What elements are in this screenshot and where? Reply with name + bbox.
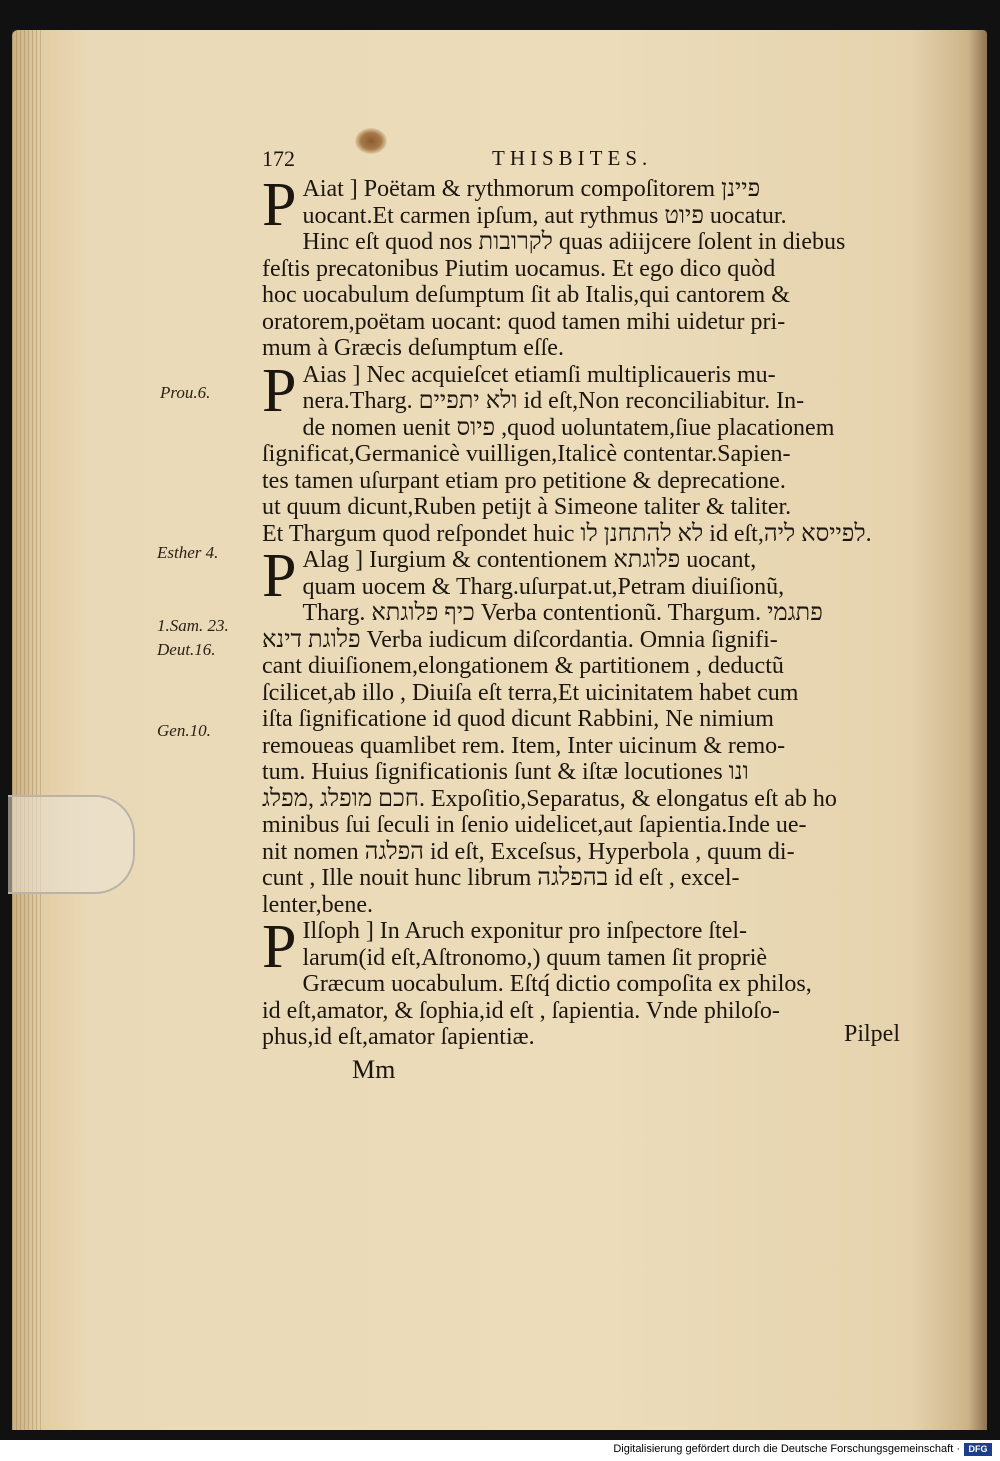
text-line: tum. Huius ſignificationis ſunt & iſtæ locutiones ונו	[262, 759, 749, 785]
text-line: Tharg. כיף פלוגתא Verba contentionũ. Thargum. פתגמי	[302, 600, 823, 626]
margin-note: Prou.6.	[160, 383, 211, 402]
signature-mark: Mm	[352, 1054, 396, 1084]
text-line: Aiat ] Poëtam & rythmorum compoſitorem פיינן	[302, 176, 761, 202]
text-line: פלוגת דינא Verba iudicum diſcordantia. Omnia ſignifi-	[262, 626, 778, 653]
text-line: lenter,bene.	[262, 891, 373, 918]
text-line: minibus ſui ſeculi in ſenio uidelicet,aut ſapientia.Inde ue-	[262, 812, 807, 838]
running-title: THISBITES.	[492, 146, 653, 170]
text-line: Ilſoph ] In Aruch exponitur pro inſpectore ſtel-	[302, 918, 748, 944]
text-line: id eſt,amator, & ſophia,id eſt , ſapientia. Vnde philoſo-	[262, 997, 780, 1024]
text-line: remoueas quamlibet rem. Item, Inter uicinum & remo-	[262, 732, 786, 759]
margin-note: Gen.10.	[157, 721, 211, 740]
text-line: phus,id eſt,amator ſapientiæ.	[262, 1024, 535, 1050]
body-text	[262, 171, 922, 1091]
drop-cap: P	[262, 542, 297, 610]
text-line: de nomen uenit פיוס ,quod uoluntatem,ſiue placationem	[302, 414, 835, 441]
footer-credit: Digitalisierung gefördert durch die Deutsche Forschungsgemeinschaft ·	[613, 1443, 960, 1455]
page-number: 172	[262, 146, 295, 171]
drop-cap: P	[262, 171, 297, 239]
entry-pilesoph	[262, 913, 922, 1051]
text-line: feſtis precatonibus Piutim uocamus. Et ego dico quòd	[262, 255, 776, 282]
margin-note: Esther 4.	[157, 543, 219, 562]
text-line: Et Thargum quod reſpondet huic לא להתחנן לו id eſt,לפייסא ליה.	[262, 520, 872, 547]
text-line: Alag ] Iurgium & contentionem פלוגתא uocant,	[302, 547, 757, 573]
text-line: חכם מופלג ,מפלג. Expoſitio,Separatus, & elongatus eſt ab ho	[262, 785, 837, 812]
text-line: ſignificat,Germanicè vuilligen,Italicè contentar.Sapien-	[262, 441, 791, 467]
page-header	[262, 146, 902, 176]
text-line: Hinc eſt quod nos לקרובות quas adiĳcere ſolent in diebus	[302, 229, 846, 255]
margin-note: Deut.16.	[157, 640, 216, 659]
text-line: nera.Tharg. ולא יתפיים id eſt,Non reconciliabitur. In-	[302, 388, 805, 414]
catchword: Pilpel	[843, 1020, 900, 1047]
text-line: ſcilicet,ab illo , Diuiſa eſt terra,Et uicinitatem habet cum	[262, 679, 799, 706]
text-line: uocant.Et carmen ipſum, aut rythmus פיוט uocatur.	[302, 202, 787, 229]
text-line: Aias ] Nec acquieſcet etiamſi multiplicaueris mu-	[302, 361, 776, 388]
drop-cap: P	[262, 913, 297, 981]
entry-paiat	[262, 171, 922, 362]
page-clip	[8, 795, 135, 894]
page-edges	[12, 30, 42, 1430]
text-line: ut quum dicunt,Ruben petĳt à Simeone taliter & taliter.	[262, 494, 792, 520]
text-line: Græcum uocabulum. Eſtq́ dictio compoſita ex philos,	[302, 971, 812, 997]
dfg-logo: DFG	[964, 1443, 992, 1456]
text-line: mum à Græcis deſumptum eſſe.	[262, 335, 564, 361]
text-line: oratorem,poëtam uocant: quod tamen mihi uidetur pri-	[262, 308, 786, 335]
footer-bar	[0, 1440, 1000, 1461]
drop-cap: P	[262, 356, 297, 425]
text-line: larum(id eſt,Aſtronomo,) quum tamen ſit propriè	[302, 944, 768, 971]
entry-paias	[262, 356, 922, 548]
text-line: cunt , Ille nouit hunc librum בהפלגה id eſt , excel-	[262, 865, 740, 891]
text-line: cant diuiſionem,elongationem & partitionem , deductũ	[262, 653, 784, 679]
text-line: iſta ſignificatione id quod dicunt Rabbini, Ne nimium	[262, 706, 774, 732]
text-line: nit nomen הפלגה id eſt, Exceſsus, Hyperbola , quum di-	[262, 838, 795, 865]
text-line: hoc uocabulum deſumptum ſit ab Italis,qui cantorem &	[262, 282, 790, 308]
text-line: quam uocem & Tharg.uſurpat.ut,Petram diuiſionũ,	[302, 573, 785, 600]
margin-note: 1.Sam. 23.	[157, 616, 229, 635]
entry-palag	[262, 542, 922, 918]
text-line: tes tamen uſurpant etiam pro petitione & deprecatione.	[262, 467, 786, 494]
